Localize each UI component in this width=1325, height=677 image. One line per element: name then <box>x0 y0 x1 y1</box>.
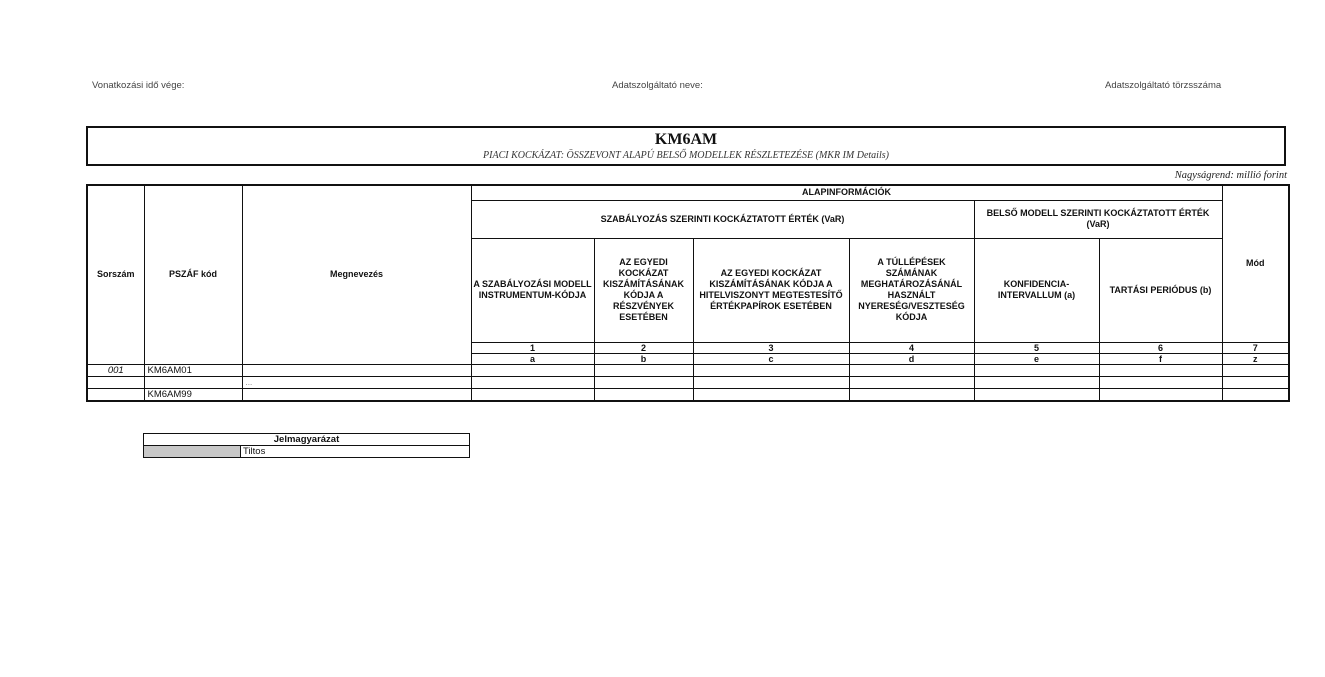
header-col-1: A SZABÁLYOZÁSI MODELL INSTRUMENTUM-KÓDJA <box>471 238 594 342</box>
col-number-7: 7 <box>1222 342 1289 353</box>
legend-swatch <box>144 446 241 458</box>
legend-table <box>143 433 470 458</box>
cell-f[interactable] <box>1099 364 1222 376</box>
form-code: KM6AM <box>654 131 718 148</box>
header-col-3: AZ EGYEDI KOCKÁZAT KISZÁMÍTÁSÁNAK KÓDJA A HITELVISZONYT MEGTESTESÍTŐ ÉRTÉKPAPÍROK ESETÉBEN <box>693 238 849 342</box>
header-megnevezes: Megnevezés <box>242 185 471 364</box>
cell-d[interactable] <box>849 364 974 376</box>
row-megnevezes: ... <box>242 376 471 388</box>
col-number-1: 1 <box>471 342 594 353</box>
report-table <box>86 184 1290 402</box>
row-sorszam <box>87 388 144 401</box>
header-mod: Mód <box>1222 185 1289 342</box>
form-title-box <box>86 126 1286 166</box>
row-sorszam <box>87 376 144 388</box>
col-letter-a: a <box>471 353 594 364</box>
header-pszaf-kod: PSZÁF kód <box>144 185 242 364</box>
cell-d[interactable] <box>849 376 974 388</box>
cell-z[interactable] <box>1222 388 1289 401</box>
reference-period-end-label: Vonatkozási idő vége: <box>92 80 185 91</box>
header-col-5: KONFIDENCIA-INTERVALLUM (a) <box>974 238 1099 342</box>
row-megnevezes <box>242 364 471 376</box>
row-pszaf-kod: KM6AM99 <box>144 388 242 401</box>
cell-f[interactable] <box>1099 376 1222 388</box>
cell-a[interactable] <box>471 376 594 388</box>
provider-name-label: Adatszolgáltató neve: <box>612 80 703 91</box>
col-letter-f: f <box>1099 353 1222 364</box>
legend-item-label: Tiltos <box>241 446 470 458</box>
cell-e[interactable] <box>974 388 1099 401</box>
col-letter-e: e <box>974 353 1099 364</box>
header-var-internal: BELSŐ MODELL SZERINTI KOCKÁZTATOTT ÉRTÉK (VaR) <box>974 200 1222 238</box>
cell-a[interactable] <box>471 388 594 401</box>
cell-f[interactable] <box>1099 388 1222 401</box>
cell-b[interactable] <box>594 364 693 376</box>
col-letter-z: z <box>1222 353 1289 364</box>
header-col-2: AZ EGYEDI KOCKÁZAT KISZÁMÍTÁSÁNAK KÓDJA A RÉSZVÉNYEK ESETÉBEN <box>594 238 693 342</box>
header-alapinformaciok: ALAPINFORMÁCIÓK <box>471 185 1222 200</box>
form-subtitle: PIACI KOCKÁZAT: ÖSSZEVONT ALAPÚ BELSŐ MODELLEK RÉSZLETEZÉSE (MKR IM Details) <box>483 150 889 161</box>
cell-b[interactable] <box>594 376 693 388</box>
cell-z[interactable] <box>1222 364 1289 376</box>
col-number-6: 6 <box>1099 342 1222 353</box>
cell-c[interactable] <box>693 388 849 401</box>
col-number-5: 5 <box>974 342 1099 353</box>
row-megnevezes <box>242 388 471 401</box>
cell-b[interactable] <box>594 388 693 401</box>
col-letter-b: b <box>594 353 693 364</box>
row-pszaf-kod: KM6AM01 <box>144 364 242 376</box>
cell-c[interactable] <box>693 364 849 376</box>
unit-note: Nagyságrend: millió forint <box>1174 170 1287 181</box>
header-var-regulatory: SZABÁLYOZÁS SZERINTI KOCKÁZTATOTT ÉRTÉK (VaR) <box>471 200 974 238</box>
cell-e[interactable] <box>974 376 1099 388</box>
table-row <box>87 388 1289 401</box>
cell-z[interactable] <box>1222 376 1289 388</box>
cell-a[interactable] <box>471 364 594 376</box>
col-number-3: 3 <box>693 342 849 353</box>
header-col-6: TARTÁSI PERIÓDUS (b) <box>1099 238 1222 342</box>
provider-id-label: Adatszolgáltató törzsszáma <box>1105 80 1222 91</box>
cell-e[interactable] <box>974 364 1099 376</box>
cell-c[interactable] <box>693 376 849 388</box>
table-row <box>87 376 1289 388</box>
header-col-4: A TÚLLÉPÉSEK SZÁMÁNAK MEGHATÁROZÁSÁNÁL HASZNÁLT NYERESÉG/VESZTESÉG KÓDJA <box>849 238 974 342</box>
table-row <box>87 364 1289 376</box>
header-sorszam: Sorszám <box>87 185 144 364</box>
cell-d[interactable] <box>849 388 974 401</box>
col-number-4: 4 <box>849 342 974 353</box>
row-pszaf-kod <box>144 376 242 388</box>
row-sorszam: 001 <box>87 364 144 376</box>
col-letter-d: d <box>849 353 974 364</box>
col-letter-c: c <box>693 353 849 364</box>
legend-title: Jelmagyarázat <box>144 434 470 446</box>
col-number-2: 2 <box>594 342 693 353</box>
